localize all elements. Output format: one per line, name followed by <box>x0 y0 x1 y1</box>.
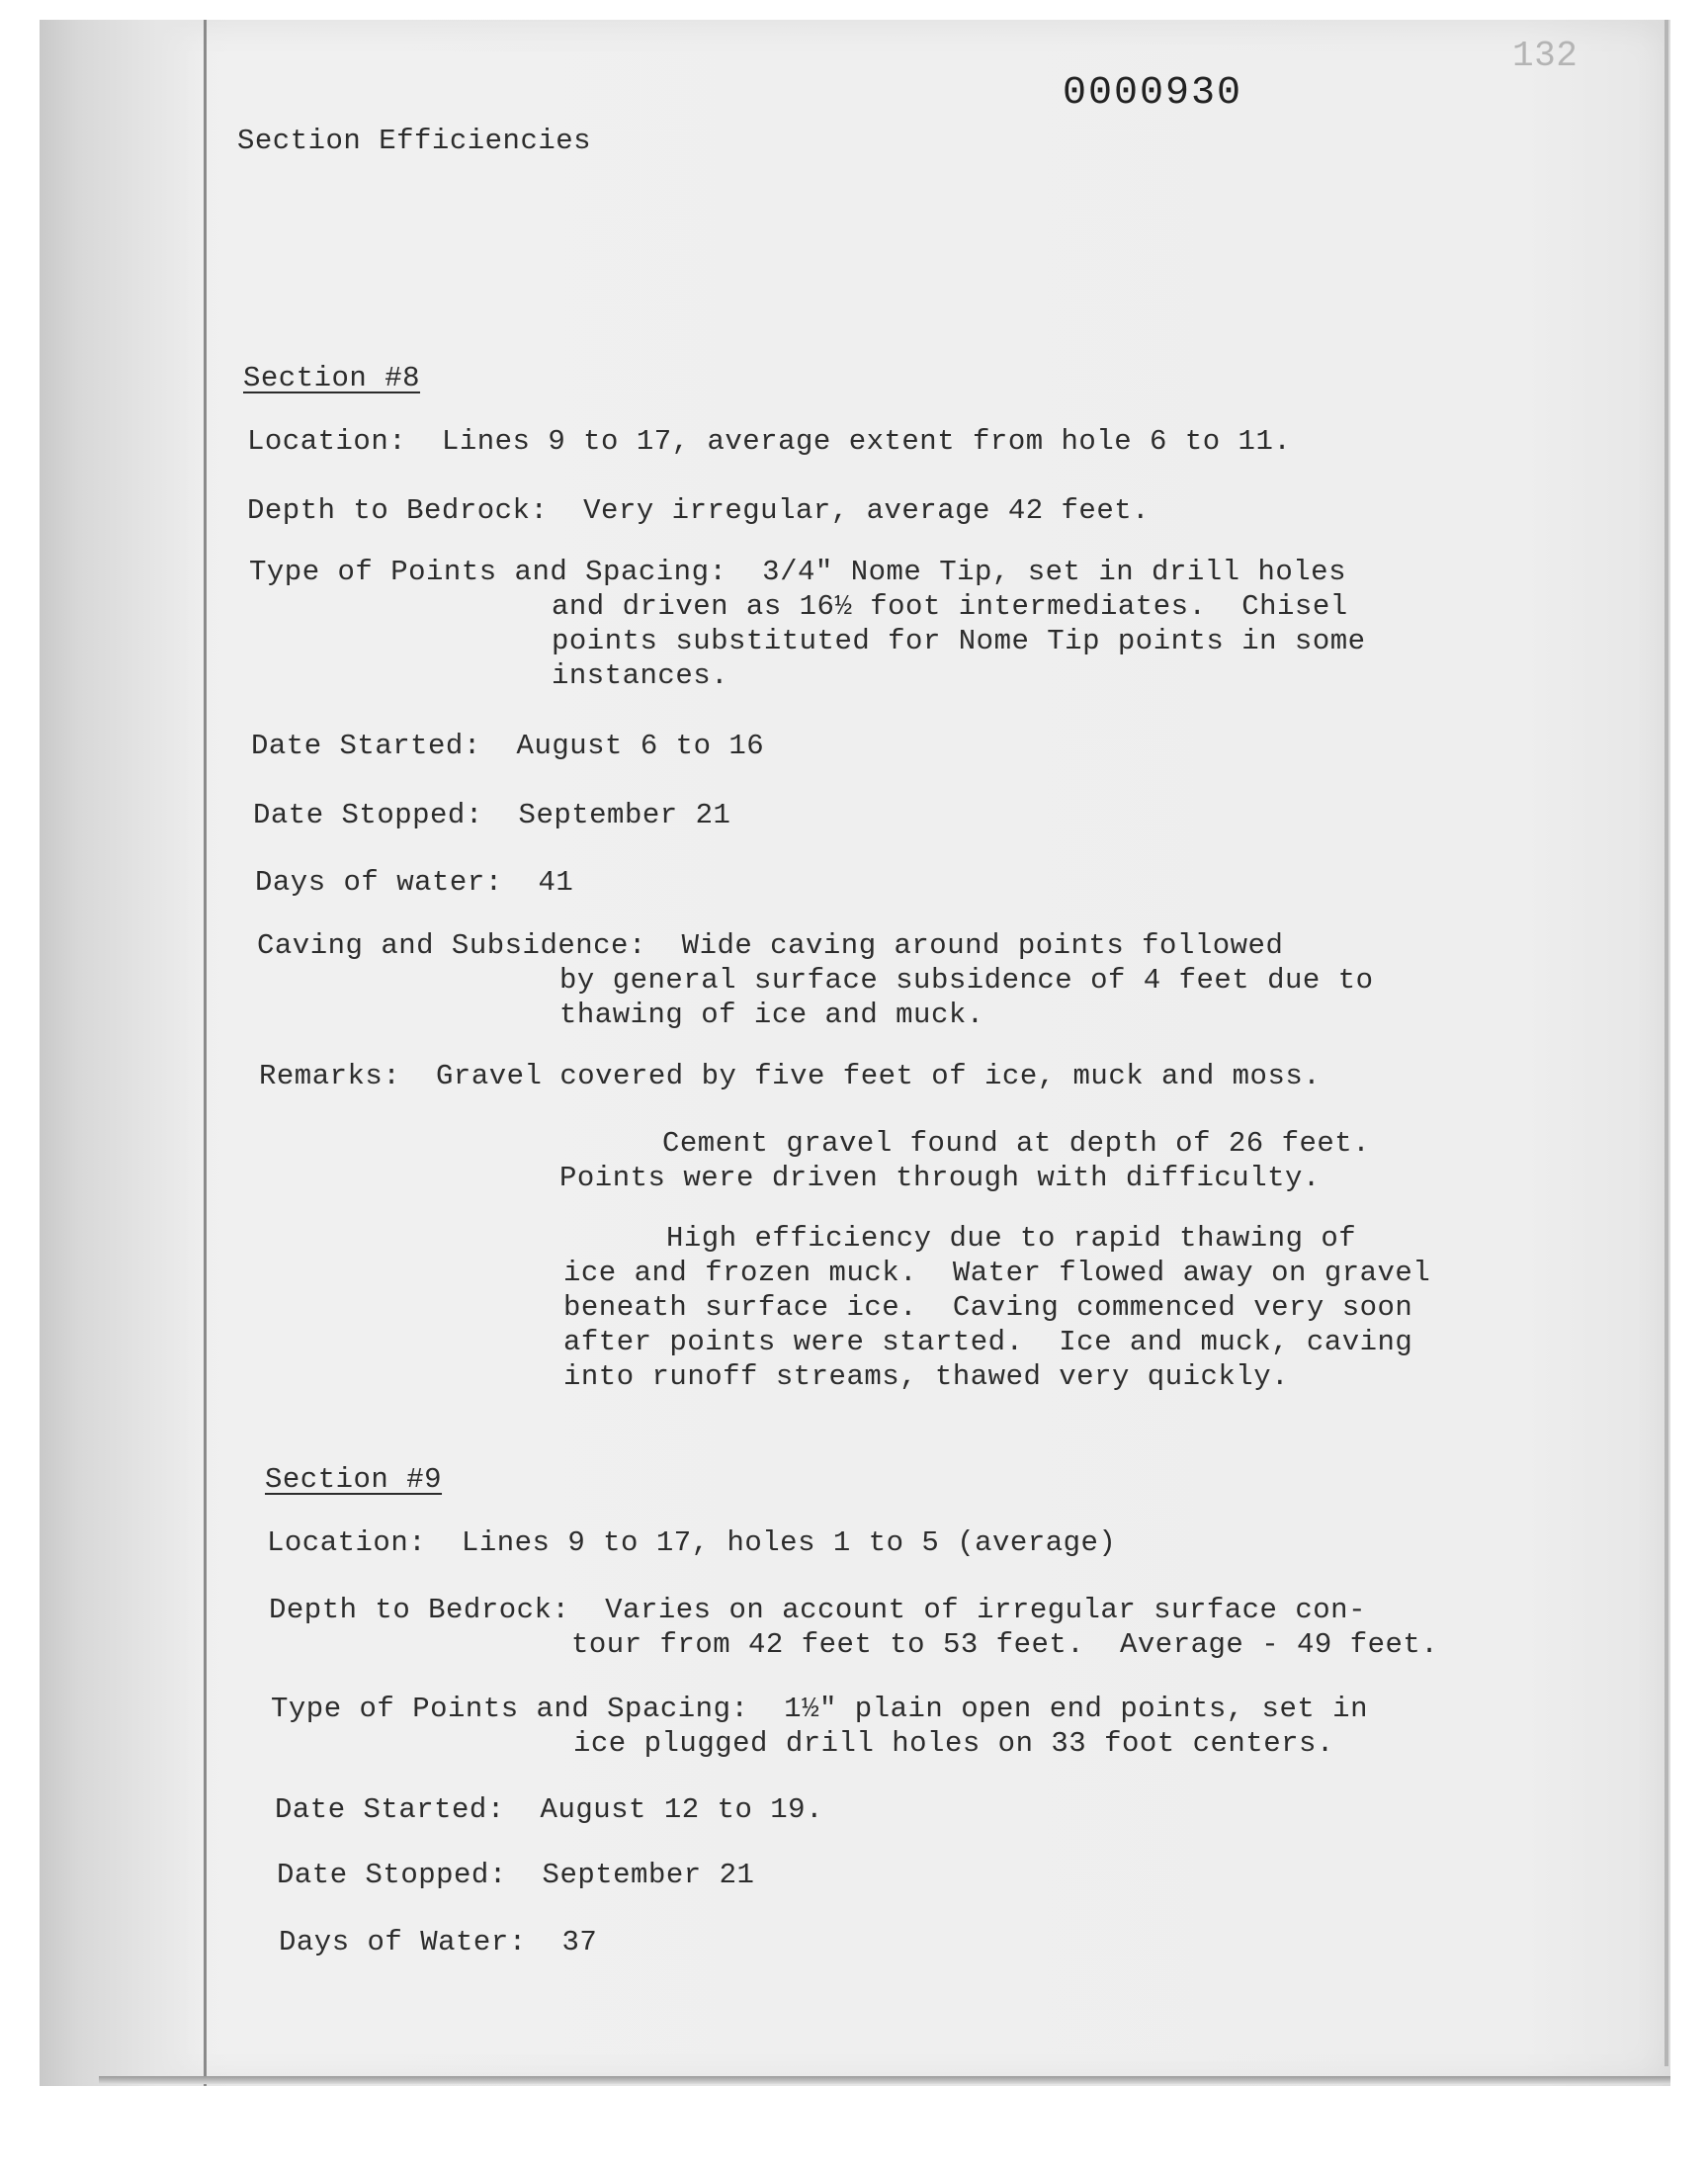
section-9-points-line-2: ice plugged drill holes on 33 foot centers. <box>573 1727 1334 1760</box>
section-8-points-line-3: points substituted for Nome Tip points in some <box>552 625 1366 657</box>
document-title: Section Efficiencies <box>237 125 592 157</box>
section-8-caving-line-1: Caving and Subsidence: Wide caving around points followed <box>257 929 1284 962</box>
section-8-remarks-line-1: Remarks: Gravel covered by five feet of ice, muck and moss. <box>259 1060 1322 1092</box>
paper-sheet <box>40 20 1670 2086</box>
section-8-points-line-2: and driven as 16½ foot intermediates. Chisel <box>552 590 1348 623</box>
section-8-caving-line-2: by general surface subsidence of 4 feet due to <box>559 964 1374 997</box>
section-8-heading: Section #8 <box>243 362 421 394</box>
section-9-points-line-1: Type of Points and Spacing: 1½" plain open end points, set in <box>271 1693 1368 1725</box>
section-8-remarks-line-3: Points were driven through with difficulty. <box>559 1162 1321 1194</box>
section-9-heading: Section #9 <box>265 1463 443 1496</box>
section-9-date-started: Date Started: August 12 to 19. <box>275 1793 823 1826</box>
section-8-remarks-line-5: ice and frozen muck. Water flowed away on gravel <box>563 1257 1431 1289</box>
section-8-points-line-4: instances. <box>552 659 729 692</box>
section-9-location: Location: Lines 9 to 17, holes 1 to 5 (average) <box>267 1526 1117 1559</box>
section-9-depth-line-1: Depth to Bedrock: Varies on account of irregular surface con- <box>269 1594 1366 1626</box>
binding-shadow <box>40 20 208 2086</box>
section-8-caving-line-3: thawing of ice and muck. <box>559 999 984 1031</box>
section-8-remarks-line-8: into runoff streams, thawed very quickly. <box>563 1360 1290 1393</box>
fold-line <box>204 20 207 2086</box>
section-9-days-of-water: Days of Water: 37 <box>279 1926 598 1958</box>
section-9-depth-line-2: tour from 42 feet to 53 feet. Average - 49 feet. <box>571 1628 1439 1661</box>
section-8-remarks-line-7: after points were started. Ice and muck, caving <box>563 1326 1413 1358</box>
section-8-remarks-line-4: High efficiency due to rapid thawing of <box>666 1222 1357 1255</box>
section-8-location: Location: Lines 9 to 17, average extent from hole 6 to 11. <box>247 425 1292 458</box>
bottom-edge <box>99 2076 1670 2084</box>
document-number: 0000930 <box>1063 71 1243 116</box>
section-8-remarks-line-2: Cement gravel found at depth of 26 feet. <box>662 1127 1371 1160</box>
section-8-days-of-water: Days of water: 41 <box>255 866 574 899</box>
section-8-depth: Depth to Bedrock: Very irregular, average 42 feet. <box>247 494 1151 527</box>
section-8-date-stopped: Date Stopped: September 21 <box>253 799 731 831</box>
section-8-date-started: Date Started: August 6 to 16 <box>251 730 765 762</box>
page-number: 132 <box>1512 36 1579 76</box>
section-9-date-stopped: Date Stopped: September 21 <box>277 1859 755 1891</box>
section-8-points-line-1: Type of Points and Spacing: 3/4" Nome Tip, set in drill holes <box>249 556 1346 588</box>
right-edge <box>1665 20 1668 2066</box>
section-8-remarks-line-6: beneath surface ice. Caving commenced very soon <box>563 1291 1413 1324</box>
